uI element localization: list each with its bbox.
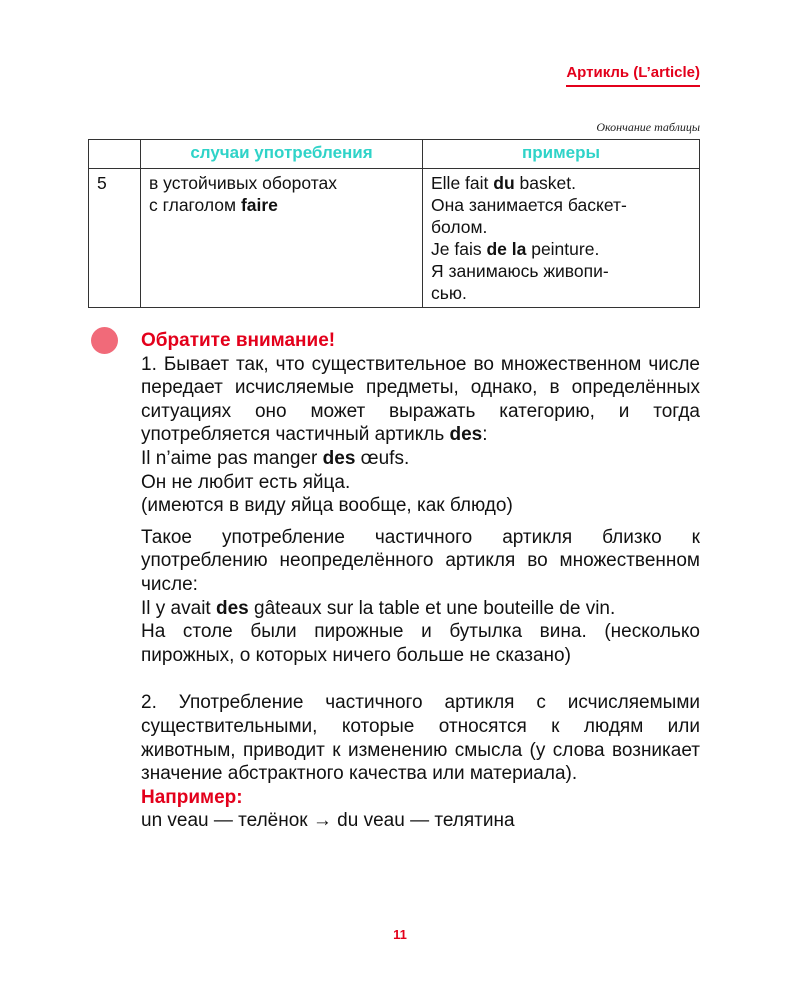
usage-case-cell [141,169,423,308]
table-caption: Окончание таблицы [596,120,700,134]
example-translation: Он не любит есть яйца. [141,471,351,493]
attention-note [141,329,700,833]
example-line: сью. [431,283,467,303]
page-number: 11 [393,927,407,942]
row-number: 5 [89,169,141,308]
example-line: Я занимаюсь живопи- [431,261,609,281]
example-line: Она занимается баскет- [431,195,627,215]
usage-line: в устойчивых оборотах [149,173,338,193]
example-line: Je fais de la peinture. [431,239,600,259]
example-sentence: Il n’aime pas manger des œufs. [141,447,410,469]
table-row [89,169,700,308]
usage-line: с глаголом faire [149,195,278,215]
note-paragraph: Такое употребление частичного артикля близко к употреблению неопределённого артикля во множественном числе: [141,526,700,595]
example-line: Elle fait du basket. [431,173,576,193]
example-line: болом. [431,217,488,237]
example-label: Например: [141,786,243,808]
example-sentence: Il y avait des gâteaux sur la table et une bouteille de vin. [141,597,616,619]
table-header-row [89,140,700,169]
example-final-line: un veau — телёнок → du veau — телятина [141,810,515,832]
article-usage-table [88,139,700,308]
note-paragraph: 2. Употребление частичного артикля с исчисляемыми существительными, которые относятся к людям или животным, приводит к изменению смысла (у слова возникает значение абстрактного качества или материала). [141,692,700,785]
example-translation: На столе были пирожные и бутылка вина. (несколько пирожных, о которых ничего больше не сказано) [141,621,700,666]
attention-bullet-icon [91,327,118,354]
running-head: Артикль (L’article) [566,64,700,87]
header-examples: примеры [423,140,700,169]
examples-cell [423,169,700,308]
note-paragraph: 1. Бывает так, что существительное во множественном числе передает исчисляемые предметы, однако, в определённых ситуациях оно может выражать категорию, и тогда употребляется частичный артикль des: [141,353,700,446]
example-comment: (имеются в виду яйца вообще, как блюдо) [141,495,513,517]
header-cases: случаи употребления [141,140,423,169]
note-heading: Обратите внимание! [141,330,336,351]
header-number [89,140,141,169]
